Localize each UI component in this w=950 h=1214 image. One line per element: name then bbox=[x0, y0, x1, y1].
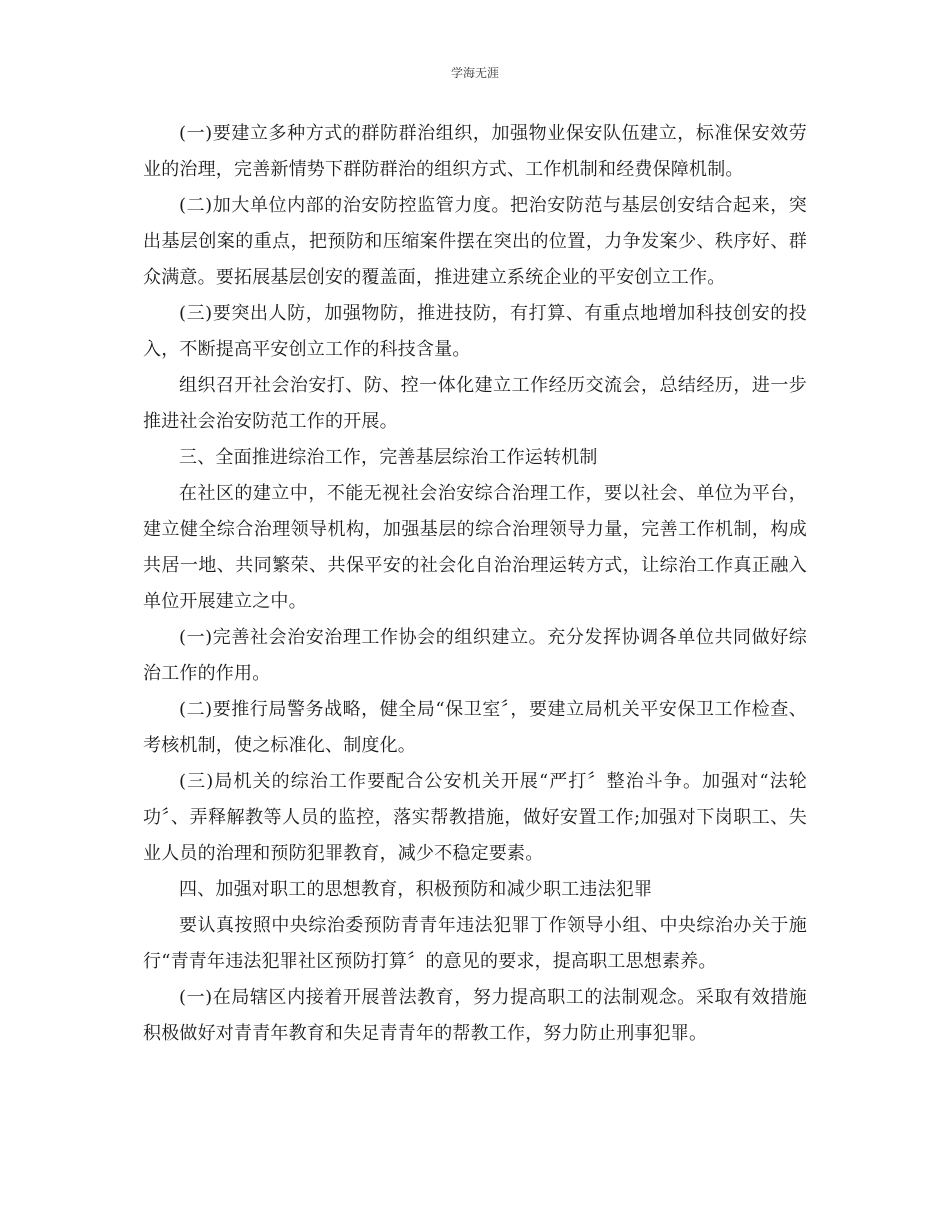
paragraph-3: (三)要突出人防，加强物防，推进技防，有打算、有重点地增加科技创安的投入，不断提高平安创立工作的科技含量。 bbox=[143, 303, 807, 360]
paragraph-8: (三)局机关的综治工作要配合公安机关开展“严打〞整治斗争。加强对“法轮功〞、弄释解教等人员的监控，落实帮教措施，做好安置工作;加强对下岗职工、失业人员的治理和预防犯罪教育，减少不稳定要素。 bbox=[143, 771, 807, 864]
paragraph-10: (一)在局辖区内接着开展普法教育，努力提高职工的法制观念。采取有效措施积极做好对青青年教育和失足青青年的帮教工作，努力防止刑事犯罪。 bbox=[143, 987, 807, 1044]
page-header: 学海无涯 bbox=[450, 66, 499, 80]
paragraph-4: 组织召开社会治安打、防、控一体化建立工作经历交流会，总结经历，进一步推进社会治安防范工作的开展。 bbox=[143, 375, 807, 432]
paragraph-7: (二)要推行局警务战略，健全局“保卫室〞，要建立局机关平安保卫工作检查、考核机制，使之标准化、制度化。 bbox=[143, 699, 807, 756]
section-heading-3: 三、全面推进综治工作，完善基层综治工作运转机制 bbox=[179, 447, 598, 468]
paragraph-1: (一)要建立多种方式的群防群治组织，加强物业保安队伍建立，标准保安效劳业的治理，完善新情势下群防群治的组织方式、工作机制和经费保障机制。 bbox=[143, 123, 807, 180]
paragraph-9: 要认真按照中央综治委预防青青年违法犯罪丁作领导小组、中央综治办关于施行“青青年违法犯罪社区预防打算〞的意见的要求，提高职工思想素养。 bbox=[143, 915, 807, 972]
paragraph-5: 在社区的建立中，不能无视社会治安综合治理工作，要以社会、单位为平台，建立健全综合治理领导机构，加强基层的综合治理领导力量，完善工作机制，构成共居一地、共同繁荣、共保平安的社会化自治治理运转方式，让综治工作真正融入单位开展建立之中。 bbox=[143, 483, 807, 612]
section-heading-4: 四、加强对职工的思想教育，积极预防和减少职工违法犯罪 bbox=[179, 879, 653, 900]
paragraph-6: (一)完善社会治安治理工作协会的组织建立。充分发挥协调各单位共同做好综治工作的作用。 bbox=[143, 627, 807, 684]
document-body bbox=[143, 116, 807, 1052]
paragraph-2: (二)加大单位内部的治安防控监管力度。把治安防范与基层创安结合起来，突出基层创案的重点，把预防和压缩案件摆在突出的位置，力争发案少、秩序好、群众满意。要拓展基层创安的覆盖面，推进建立系统企业的平安创立工作。 bbox=[143, 195, 807, 288]
